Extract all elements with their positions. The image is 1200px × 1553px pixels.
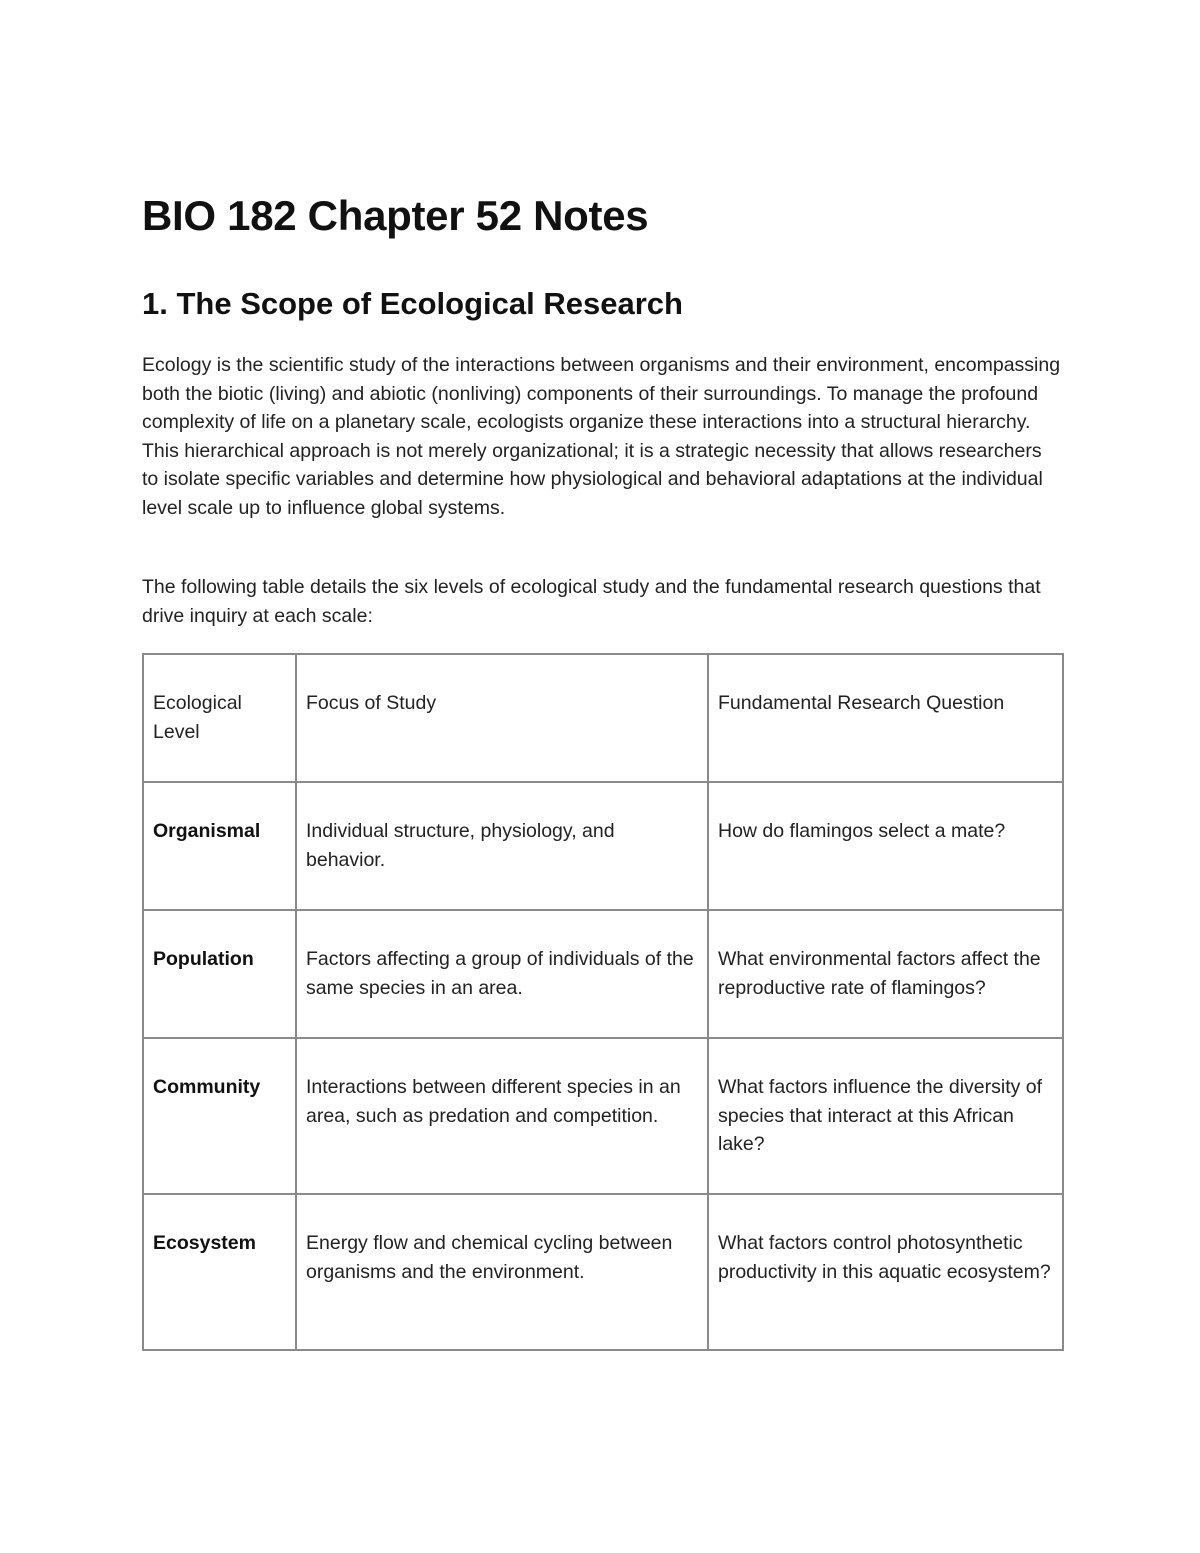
intro-paragraph: Ecology is the scientific study of the interactions between organisms and their environment, encompassing both the biotic (living) and abiotic (nonliving) components of their surroundings. To manage the profound complexity of life on a planetary scale, ecologists organize these interactions into a structural hierarchy. This hierarchical approach is not merely organizational; it is a strategic necessity that allows researchers to isolate specific variables and determine how physiological and behavioral adaptations at the individual level scale up to influence global systems.: [142, 354, 1061, 519]
question-cell: What factors control photosynthetic productivity in this aquatic ecosystem?: [708, 1194, 1063, 1350]
question-cell: What factors influence the diversity of species that interact at this African lake?: [708, 1038, 1063, 1194]
level-cell: Ecosystem: [143, 1194, 296, 1350]
level-cell: Organismal: [143, 782, 296, 910]
focus-cell: Interactions between different species in an area, such as predation and competition.: [296, 1038, 708, 1194]
document-title: BIO 182 Chapter 52 Notes: [142, 192, 649, 239]
level-cell: Community: [143, 1038, 296, 1194]
table-header-row: [143, 654, 1063, 782]
table-intro-paragraph: The following table details the six levels of ecological study and the fundamental research questions that drive inquiry at each scale:: [142, 576, 1041, 627]
section-heading: 1. The Scope of Ecological Research: [142, 286, 683, 321]
table-row: [143, 782, 1063, 910]
header-ecological-level: Ecological Level: [143, 654, 296, 782]
table-row: [143, 1038, 1063, 1194]
table-row: [143, 1194, 1063, 1350]
header-focus-of-study: Focus of Study: [296, 654, 708, 782]
focus-cell: Energy flow and chemical cycling between organisms and the environment.: [296, 1194, 708, 1350]
question-cell: What environmental factors affect the reproductive rate of flamingos?: [708, 910, 1063, 1038]
focus-cell: Individual structure, physiology, and behavior.: [296, 782, 708, 910]
header-research-question: Fundamental Research Question: [708, 654, 1063, 782]
question-cell: How do flamingos select a mate?: [708, 782, 1063, 910]
ecological-levels-table: [142, 653, 1064, 1351]
focus-cell: Factors affecting a group of individuals of the same species in an area.: [296, 910, 708, 1038]
level-cell: Population: [143, 910, 296, 1038]
table-row: [143, 910, 1063, 1038]
